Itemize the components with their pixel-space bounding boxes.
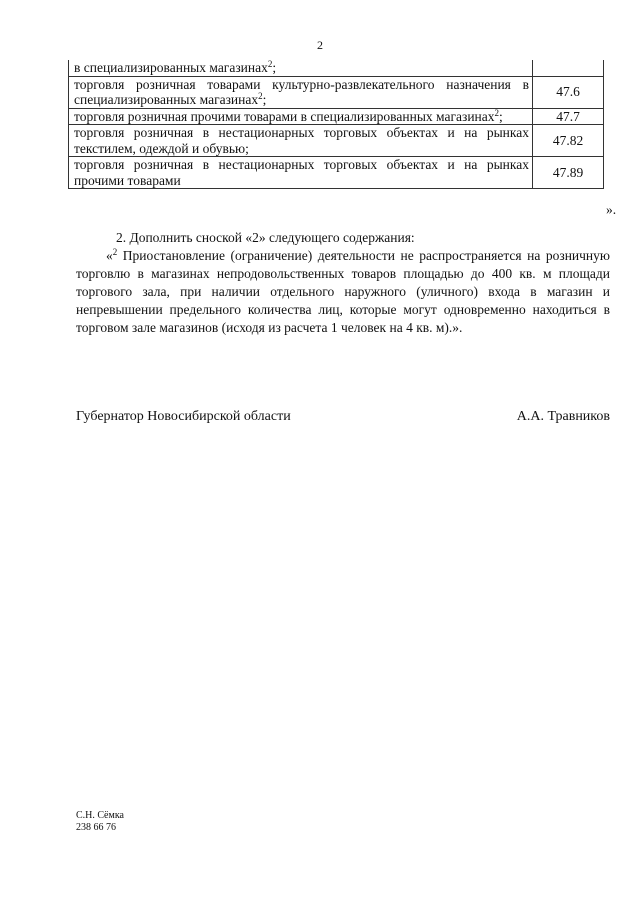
table-row [69, 60, 604, 76]
table-closing-quote: ». [606, 202, 617, 217]
activity-description: торговля розничная в нестационарных торговых объектах и на рынках прочими товарами [69, 157, 533, 189]
table-row [69, 76, 604, 108]
author-phone: 238 66 76 [76, 822, 116, 833]
activity-code: 47.7 [533, 108, 604, 125]
activity-description: торговля розничная товарами культурно-развлекательного назначения в специализированных магазинах$^2$; [69, 76, 533, 108]
activity-code: 47.6 [533, 76, 604, 108]
table-row [69, 125, 604, 157]
amendment-point-2: 2. Дополнить сноской «2» следующего содержания: [116, 230, 415, 245]
signatory-title: Губернатор Новосибирской области [76, 409, 291, 424]
author-name: С.Н. Сёмка [76, 810, 124, 821]
author-block [76, 810, 124, 834]
activity-description: торговля розничная в нестационарных торговых объектах и на рынках текстилем, одеждой и обувью; [69, 125, 533, 157]
activity-code [533, 60, 604, 76]
footnote-text: «$^2$ Приостановление (ограничение) деятельности не распространяется на розничную торговлю в магазинах непродовольственных товаров площадью до 400 кв. м площади торгового зала, при наличии отдельного наружного (уличного) входа в магазин и непревышении предельного количества лиц, которые могут одновременно находиться в торговом зале магазинов (исходя из расчета 1 человек на 4 кв. м).». [76, 247, 610, 335]
table-row [69, 157, 604, 189]
activity-description: торговля розничная прочими товарами в специализированных магазинах$^2$; [69, 108, 533, 125]
activity-codes-table [68, 60, 604, 189]
table-row [69, 108, 604, 125]
page-number: 2 [317, 38, 323, 52]
activity-code: 47.89 [533, 157, 604, 189]
activity-description: в специализированных магазинах$^2$; [69, 60, 533, 76]
signatory-name: А.А. Травников [516, 409, 610, 424]
activity-code: 47.82 [533, 125, 604, 157]
